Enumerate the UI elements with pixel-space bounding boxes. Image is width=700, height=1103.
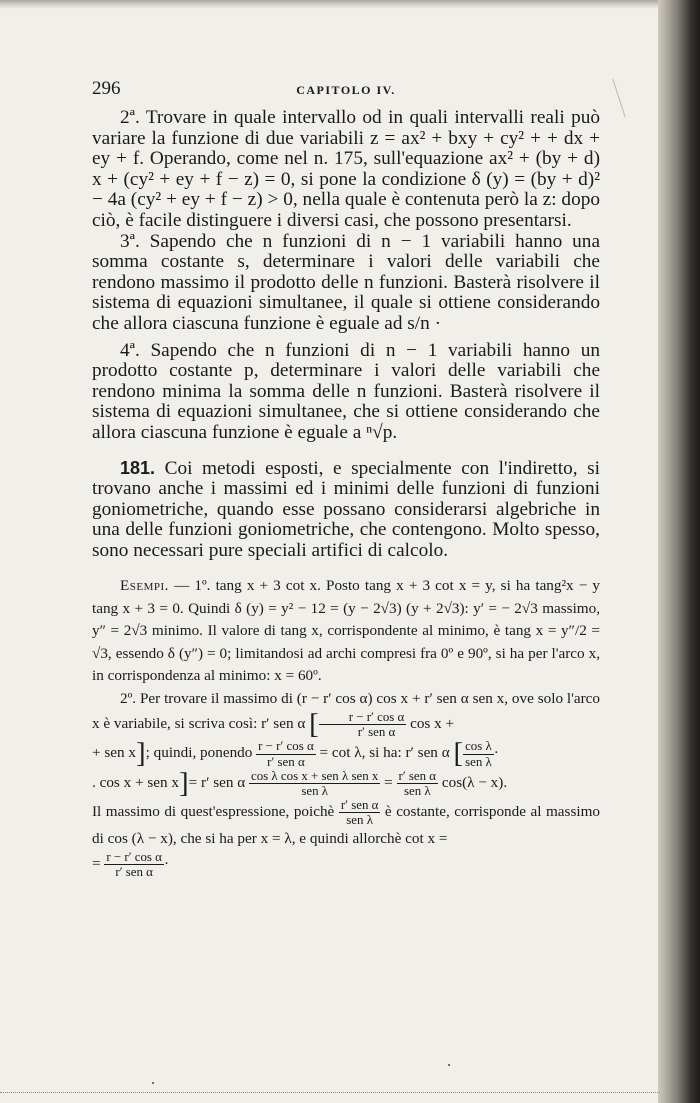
example-2-part-h: = r′ sen α bbox=[188, 773, 246, 791]
example-2-part-m: = bbox=[92, 855, 101, 873]
example-2 bbox=[92, 688, 600, 740]
fraction-3-denominator: sen λ bbox=[465, 753, 492, 769]
exercise-3: 3ª. Sapendo che n funzioni di n − 1 variabili hanno una somma costante s, determinare i valori delle variabili che rendono massimo il prodotto delle n funzioni. Basterà risolvere il sistema di equazioni simultanee, il quale si ottiene considerando che allora ciascuna funzione è eguale ad s/n · bbox=[92, 230, 600, 334]
page-number: 296 bbox=[92, 78, 121, 99]
example-2-part-e: = cot λ, si ha: r′ sen α bbox=[319, 744, 450, 762]
example-2-part-a: 2º. Per trovare il massimo di (r − r′ cos α) cos x + r′ sen α sen x, ove solo l'arco x è variabile, si scriva così: r′ sen α bbox=[92, 689, 600, 733]
example-1-text: — 1º. tang x + 3 cot x. Posto tang x + 3 cot x = y, si ha tang²x − y tang x + 3 = 0. Quindi δ (y) = y² − 12 = (y − 2√3) (y + 2√3): y′ = − 2√3 massimo, y″ = 2√3 minimo. Il valore di tang x, corrispondente al minimo, è tang x = y″/2 = √3, essendo δ (y″) = 0; limitandosi ad archi compresi fra 0º e 90º, si ha per l'arco x, in corrispondenza al minimo: x = 60º. bbox=[92, 577, 600, 685]
example-2-part-g: . cos x + sen x bbox=[92, 773, 180, 791]
fraction-6 bbox=[339, 798, 381, 827]
fraction-7-numerator: r − r′ cos α bbox=[106, 848, 162, 864]
example-2-part-n: · bbox=[163, 855, 170, 873]
examples-block bbox=[92, 575, 600, 879]
fraction-1 bbox=[319, 710, 407, 739]
example-2-part-f: · bbox=[493, 744, 499, 762]
section-181 bbox=[92, 458, 600, 562]
fraction-2-numerator: r − r′ cos α bbox=[258, 738, 314, 754]
speck bbox=[448, 1064, 450, 1066]
running-title: CAPITOLO IV. bbox=[296, 83, 396, 97]
fraction-2-denominator: r′ sen α bbox=[267, 753, 305, 769]
exercise-4: 4ª. Sapendo che n funzioni di n − 1 variabili hanno un prodotto costante p, determinare i valori delle variabili che rendono minima la somma delle n funzioni. Basterà risolvere il sistema di equazioni simultanee, che si ottiene considerando che allora ciascuna funzione è eguale a ⁿ√p. bbox=[92, 339, 600, 443]
example-2-part-i: = bbox=[384, 773, 393, 791]
right-bracket-2: ] bbox=[179, 766, 189, 799]
page-header bbox=[92, 78, 600, 108]
example-2-line-3 bbox=[92, 766, 600, 799]
fraction-2 bbox=[256, 739, 316, 768]
example-2-line-5 bbox=[92, 850, 600, 879]
fraction-5-denominator: sen λ bbox=[403, 782, 431, 798]
pencil-mark bbox=[612, 73, 644, 118]
scan-binding-shadow bbox=[658, 0, 700, 1103]
exercise-2: 2ª. Trovare in quale intervallo od in quali intervalli reali può variare la funzione di due variabili z = ax² + bxy + cy² + + dx + ey + f. Operando, come nel n. 175, sull'equazione ax² + (by + d) x + (cy² + ey + f − z) = 0, si pone la condizione δ (y) = (by + d)² − 4a (cy² + ey + f − z) > 0, nella quale è contenuta però la z: dopo ciò, è facile distinguere i diversi casi, che possono presentarsi. bbox=[92, 107, 600, 231]
example-2-part-d: ; quindi, ponendo bbox=[145, 744, 253, 762]
example-2-part-c: + sen x bbox=[92, 744, 136, 762]
left-bracket-2: [ bbox=[453, 737, 464, 770]
example-2-line-2 bbox=[92, 739, 600, 768]
fraction-3 bbox=[463, 739, 494, 768]
fraction-1-numerator: r − r′ cos α bbox=[319, 710, 407, 725]
left-bracket: [ bbox=[309, 708, 319, 741]
fraction-1-denominator: r′ sen α bbox=[357, 724, 396, 740]
example-2-part-j: cos(λ − x). bbox=[441, 773, 508, 791]
example-2-part-l: è costante, corrisponde al massimo di cos (λ − x), che si ha per x = λ, e quindi allorchè cot x = bbox=[92, 803, 600, 847]
fraction-4-denominator: sen λ bbox=[301, 782, 329, 798]
section-number: 181. bbox=[120, 457, 156, 478]
examples-label: Esempi. bbox=[120, 577, 169, 595]
book-page bbox=[92, 78, 600, 879]
fraction-3-numerator: cos λ bbox=[465, 738, 492, 754]
fraction-5-numerator: r′ sen α bbox=[398, 767, 437, 783]
section-181-text: Coi metodi esposti, e specialmente con l'indiretto, si trovano anche i massimi ed i minimi delle funzioni di funzioni goniometriche, quando esse possano considerarsi algebriche in una delle funzioni goniometriche, che contengono. Molto spesso, sono necessari pure speciali artifici di calcolo. bbox=[92, 457, 600, 561]
right-bracket: ] bbox=[136, 737, 146, 770]
example-2-line-4 bbox=[92, 798, 600, 850]
example-2-part-k: Il massimo di quest'espressione, poichè bbox=[92, 803, 335, 821]
fraction-6-denominator: sen λ bbox=[346, 812, 373, 828]
scan-top-edge bbox=[0, 0, 660, 9]
fraction-7-denominator: r′ sen α bbox=[115, 864, 153, 880]
scan-bottom-edge bbox=[0, 1092, 660, 1097]
fraction-4-numerator: cos λ cos x + sen λ sen x bbox=[251, 767, 379, 783]
example-1 bbox=[92, 575, 600, 687]
speck bbox=[152, 1082, 154, 1084]
fraction-6-numerator: r′ sen α bbox=[340, 797, 379, 813]
fraction-7 bbox=[104, 850, 164, 879]
example-2-part-b: cos x + bbox=[410, 715, 455, 733]
fraction-4 bbox=[249, 769, 380, 798]
fraction-5 bbox=[397, 769, 439, 798]
